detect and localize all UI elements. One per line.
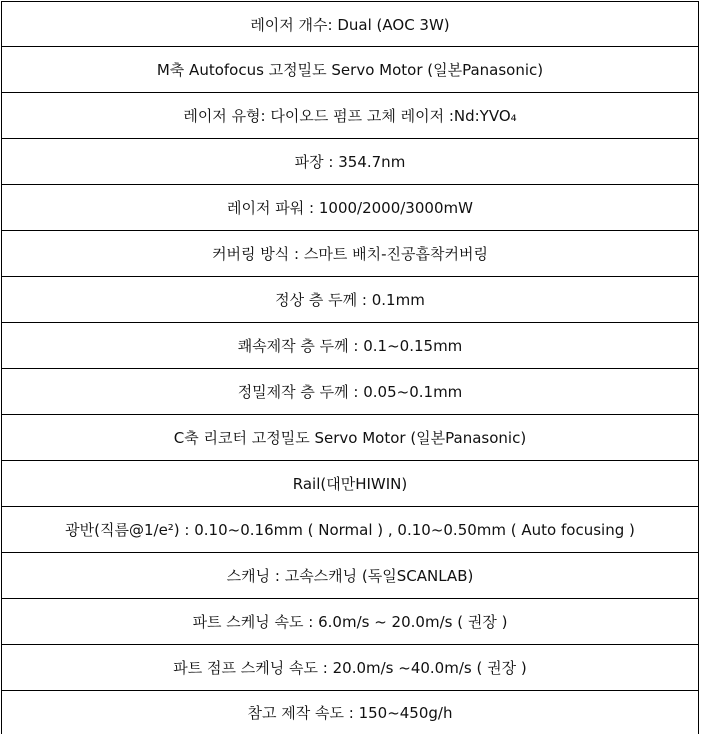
spec-table xyxy=(1,1,699,734)
table-row xyxy=(2,93,699,139)
spec-covering-method: 커버링 방식 : 스마트 배치-진공흡착커버링 xyxy=(2,231,699,277)
table-row xyxy=(2,139,699,185)
spec-part-scan-speed: 파트 스케닝 속도 : 6.0m/s ~ 20.0m/s ( 권장 ) xyxy=(2,599,699,645)
table-row xyxy=(2,47,699,93)
table-row xyxy=(2,645,699,691)
table-row xyxy=(2,553,699,599)
table-row xyxy=(2,323,699,369)
table-row xyxy=(2,691,699,734)
table-row xyxy=(2,599,699,645)
table-row xyxy=(2,415,699,461)
spec-m-axis-motor: M축 Autofocus 고정밀도 Servo Motor (일본Panasonic) xyxy=(2,47,699,93)
spec-c-axis-recoater-motor: C축 리코터 고정밀도 Servo Motor (일본Panasonic) xyxy=(2,415,699,461)
spec-laser-power: 레이저 파워 : 1000/2000/3000mW xyxy=(2,185,699,231)
spec-scanning: 스캐닝 : 고속스캐닝 (독일SCANLAB) xyxy=(2,553,699,599)
spec-normal-layer-thickness: 정상 층 두께 : 0.1mm xyxy=(2,277,699,323)
spec-laser-type: 레이저 유형: 다이오드 펌프 고체 레이저 :Nd:YVO₄ xyxy=(2,93,699,139)
table-row xyxy=(2,369,699,415)
table-row xyxy=(2,231,699,277)
table-row xyxy=(2,185,699,231)
spec-build-speed: 참고 제작 속도 : 150~450g/h xyxy=(2,691,699,734)
spec-precision-layer-thickness: 정밀제작 층 두께 : 0.05~0.1mm xyxy=(2,369,699,415)
table-row xyxy=(2,277,699,323)
table-row xyxy=(2,507,699,553)
spec-rail: Rail(대만HIWIN) xyxy=(2,461,699,507)
spec-jump-scan-speed: 파트 점프 스케닝 속도 : 20.0m/s ~40.0m/s ( 권장 ) xyxy=(2,645,699,691)
table-row xyxy=(2,461,699,507)
spec-laser-count: 레이저 개수: Dual (AOC 3W) xyxy=(2,2,699,47)
spec-spot-size: 광반(직름@1/e²) : 0.10~0.16mm ( Normal ) , 0.10~0.50mm ( Auto focusing ) xyxy=(2,507,699,553)
table-row xyxy=(2,2,699,47)
spec-wavelength: 파장 : 354.7nm xyxy=(2,139,699,185)
spec-fast-layer-thickness: 쾌속제작 층 두께 : 0.1~0.15mm xyxy=(2,323,699,369)
